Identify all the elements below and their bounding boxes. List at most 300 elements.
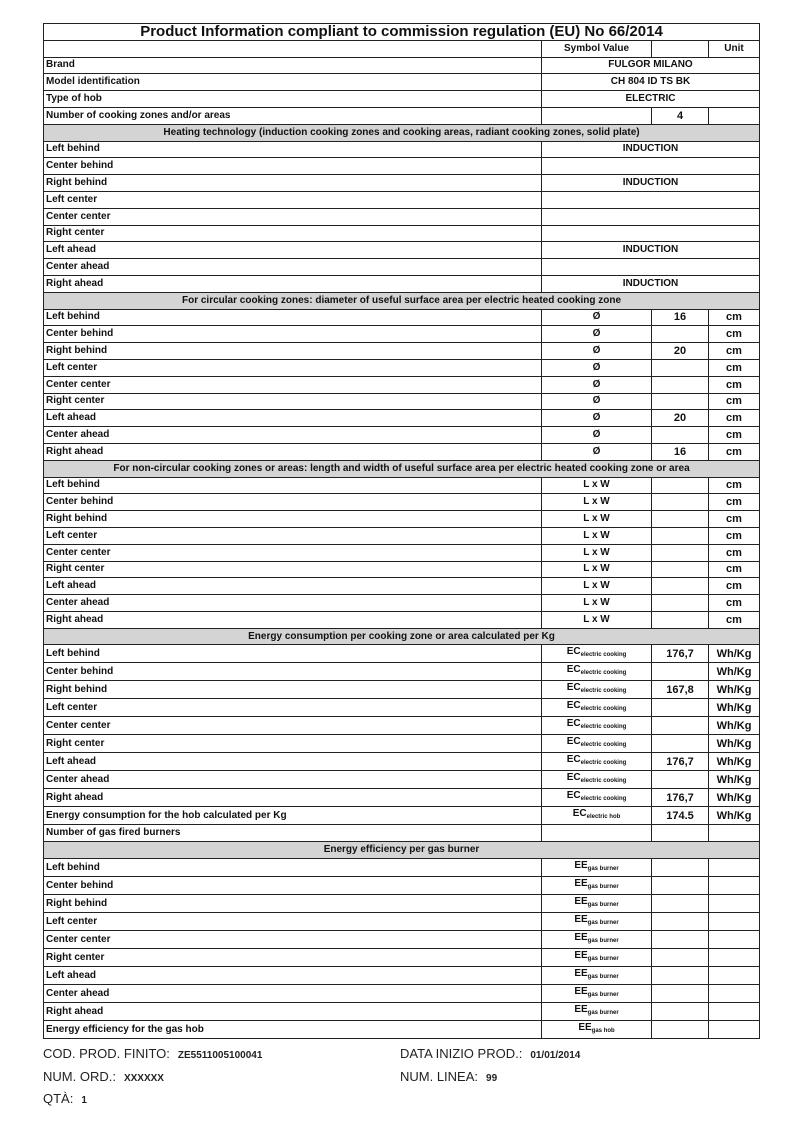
heating-row bbox=[44, 175, 760, 192]
gas-efficiency-value bbox=[652, 967, 709, 985]
zone-label: Center center bbox=[44, 717, 542, 735]
heating-row bbox=[44, 225, 760, 242]
energy-row bbox=[44, 717, 760, 735]
zone-label: Center ahead bbox=[44, 427, 542, 444]
symbol-subscript: gas burner bbox=[587, 920, 619, 927]
heating-technology-value bbox=[542, 225, 760, 242]
gas-unit bbox=[709, 1003, 760, 1021]
data-inizio-label: DATA INIZIO PROD.: bbox=[400, 1046, 523, 1061]
zone-label: Left center bbox=[44, 913, 542, 931]
length-width-symbol: L x W bbox=[542, 477, 652, 494]
zone-label: Left behind bbox=[44, 477, 542, 494]
unit-cm: cm bbox=[709, 309, 760, 326]
zone-label: Center behind bbox=[44, 877, 542, 895]
diameter-symbol: Ø bbox=[542, 309, 652, 326]
size-value bbox=[652, 494, 709, 511]
zone-label: Right ahead bbox=[44, 275, 542, 292]
gas-burners-row bbox=[44, 825, 760, 842]
zone-label: Center center bbox=[44, 208, 542, 225]
hob-type-row bbox=[44, 91, 760, 108]
unit-cm: cm bbox=[709, 544, 760, 561]
ec-symbol bbox=[542, 771, 652, 789]
gas-row bbox=[44, 931, 760, 949]
size-value bbox=[652, 393, 709, 410]
noncircular-row bbox=[44, 544, 760, 561]
length-width-symbol: L x W bbox=[542, 578, 652, 595]
cod-prod-finito bbox=[43, 1046, 262, 1061]
diameter-symbol: Ø bbox=[542, 343, 652, 360]
zone-label: Right ahead bbox=[44, 611, 542, 628]
zone-label: Center ahead bbox=[44, 595, 542, 612]
gas-row bbox=[44, 949, 760, 967]
energy-row bbox=[44, 699, 760, 717]
zones-count-unit bbox=[709, 107, 760, 124]
ee-symbol bbox=[542, 931, 652, 949]
symbol-subscript: electric cooking bbox=[580, 742, 627, 749]
ec-symbol bbox=[542, 717, 652, 735]
energy-hob-value: 174.5 bbox=[652, 807, 709, 825]
energy-row bbox=[44, 681, 760, 699]
gas-unit bbox=[709, 913, 760, 931]
circular-row bbox=[44, 359, 760, 376]
ec-hob-symbol bbox=[542, 807, 652, 825]
unit-cm: cm bbox=[709, 494, 760, 511]
zone-label: Right ahead bbox=[44, 1003, 542, 1021]
title-row bbox=[44, 24, 760, 41]
header-value-empty bbox=[652, 40, 709, 57]
zone-label: Right ahead bbox=[44, 443, 542, 460]
zone-label: Right behind bbox=[44, 343, 542, 360]
heating-row bbox=[44, 191, 760, 208]
gas-unit bbox=[709, 931, 760, 949]
symbol-subscript: gas hob bbox=[591, 1028, 615, 1035]
symbol-main: EC bbox=[566, 664, 581, 676]
diameter-symbol: Ø bbox=[542, 326, 652, 343]
size-value bbox=[652, 477, 709, 494]
ec-symbol bbox=[542, 735, 652, 753]
energy-value: 176,7 bbox=[652, 645, 709, 663]
diameter-symbol: Ø bbox=[542, 359, 652, 376]
unit-cm: cm bbox=[709, 410, 760, 427]
gas-efficiency-value bbox=[652, 877, 709, 895]
zone-label: Center center bbox=[44, 931, 542, 949]
num-ord-value: XXXXXX bbox=[123, 1073, 164, 1084]
symbol-main: EE bbox=[574, 932, 588, 944]
heating-row bbox=[44, 158, 760, 175]
symbol-subscript: gas burner bbox=[587, 902, 619, 909]
unit-cm: cm bbox=[709, 611, 760, 628]
zone-label: Left ahead bbox=[44, 967, 542, 985]
size-value bbox=[652, 359, 709, 376]
unit-whkg: Wh/Kg bbox=[709, 699, 760, 717]
symbol-main: EE bbox=[574, 968, 588, 980]
zone-label: Left behind bbox=[44, 141, 542, 158]
zone-label: Left center bbox=[44, 191, 542, 208]
zone-label: Left ahead bbox=[44, 242, 542, 259]
gas-row bbox=[44, 877, 760, 895]
length-width-symbol: L x W bbox=[542, 595, 652, 612]
zone-label: Center ahead bbox=[44, 985, 542, 1003]
symbol-main: EC bbox=[566, 772, 581, 784]
symbol-subscript: gas burner bbox=[587, 1010, 619, 1017]
unit-cm: cm bbox=[709, 443, 760, 460]
zone-label: Left center bbox=[44, 699, 542, 717]
gas-row bbox=[44, 985, 760, 1003]
zone-label: Right center bbox=[44, 735, 542, 753]
energy-row bbox=[44, 645, 760, 663]
brand-value: FULGOR MILANO bbox=[542, 57, 760, 74]
heating-section-header bbox=[44, 124, 760, 141]
heating-technology-value bbox=[542, 208, 760, 225]
zone-label: Right behind bbox=[44, 895, 542, 913]
unit-cm: cm bbox=[709, 578, 760, 595]
zone-label: Right center bbox=[44, 561, 542, 578]
energy-value bbox=[652, 717, 709, 735]
heating-row bbox=[44, 275, 760, 292]
gas-hob-row bbox=[44, 1021, 760, 1039]
length-width-symbol: L x W bbox=[542, 494, 652, 511]
ec-symbol bbox=[542, 753, 652, 771]
circular-section-title: For circular cooking zones: diameter of useful surface area per electric heated cooking zone bbox=[44, 292, 760, 309]
zone-label: Left center bbox=[44, 527, 542, 544]
noncircular-row bbox=[44, 511, 760, 528]
symbol-subscript: gas burner bbox=[587, 992, 619, 999]
unit-cm: cm bbox=[709, 326, 760, 343]
unit-cm: cm bbox=[709, 595, 760, 612]
zone-label: Center behind bbox=[44, 494, 542, 511]
num-ord-label: NUM. ORD.: bbox=[43, 1069, 116, 1084]
gas-row bbox=[44, 913, 760, 931]
gas-unit bbox=[709, 859, 760, 877]
size-value bbox=[652, 511, 709, 528]
size-value bbox=[652, 595, 709, 612]
data-inizio-value: 01/01/2014 bbox=[530, 1050, 581, 1061]
zone-label: Right center bbox=[44, 393, 542, 410]
heating-technology-value bbox=[542, 191, 760, 208]
symbol-main: EC bbox=[566, 700, 581, 712]
length-width-symbol: L x W bbox=[542, 611, 652, 628]
noncircular-row bbox=[44, 527, 760, 544]
energy-hob-label: Energy consumption for the hob calculated per Kg bbox=[44, 807, 542, 825]
heating-technology-value bbox=[542, 158, 760, 175]
brand-row bbox=[44, 57, 760, 74]
size-value bbox=[652, 427, 709, 444]
unit-cm: cm bbox=[709, 359, 760, 376]
zone-label: Center behind bbox=[44, 158, 542, 175]
energy-section-title: Energy consumption per cooking zone or area calculated per Kg bbox=[44, 628, 760, 645]
unit-whkg: Wh/Kg bbox=[709, 735, 760, 753]
zone-label: Center center bbox=[44, 376, 542, 393]
symbol-subscript: electric hob bbox=[586, 814, 621, 821]
unit-cm: cm bbox=[709, 511, 760, 528]
symbol-main: EC bbox=[572, 808, 587, 820]
energy-value: 176,7 bbox=[652, 753, 709, 771]
cod-prod-value: ZE5511005100041 bbox=[177, 1050, 263, 1061]
heating-technology-value: INDUCTION bbox=[542, 175, 760, 192]
size-value bbox=[652, 544, 709, 561]
gas-efficiency-value bbox=[652, 913, 709, 931]
unit-whkg: Wh/Kg bbox=[709, 753, 760, 771]
ee-symbol bbox=[542, 859, 652, 877]
circular-section-header bbox=[44, 292, 760, 309]
noncircular-row bbox=[44, 578, 760, 595]
zone-label: Right center bbox=[44, 225, 542, 242]
zone-label: Left behind bbox=[44, 309, 542, 326]
zone-label: Center ahead bbox=[44, 771, 542, 789]
zone-label: Right center bbox=[44, 949, 542, 967]
zones-count-row bbox=[44, 107, 760, 124]
qta-value: 1 bbox=[81, 1095, 87, 1106]
zone-label: Left ahead bbox=[44, 753, 542, 771]
symbol-main: EE bbox=[574, 950, 588, 962]
size-value bbox=[652, 561, 709, 578]
noncircular-row bbox=[44, 561, 760, 578]
brand-label: Brand bbox=[44, 57, 542, 74]
gas-efficiency-value bbox=[652, 895, 709, 913]
heating-row bbox=[44, 259, 760, 276]
size-value bbox=[652, 527, 709, 544]
qta-label: QTÀ: bbox=[43, 1091, 74, 1106]
circular-row bbox=[44, 326, 760, 343]
ee-symbol bbox=[542, 967, 652, 985]
zone-label: Left center bbox=[44, 359, 542, 376]
symbol-subscript: electric cooking bbox=[580, 670, 627, 677]
ec-symbol bbox=[542, 681, 652, 699]
symbol-subscript: electric cooking bbox=[580, 706, 627, 713]
energy-row bbox=[44, 735, 760, 753]
energy-section-header bbox=[44, 628, 760, 645]
noncircular-row bbox=[44, 494, 760, 511]
symbol-main: EE bbox=[574, 860, 588, 872]
symbol-subscript: gas burner bbox=[587, 956, 619, 963]
noncircular-section-title: For non-circular cooking zones or areas: length and width of useful surface area per electric heated cooking zone or area bbox=[44, 460, 760, 477]
energy-value bbox=[652, 699, 709, 717]
noncircular-row bbox=[44, 595, 760, 612]
symbol-subscript: electric cooking bbox=[580, 688, 627, 695]
length-width-symbol: L x W bbox=[542, 511, 652, 528]
symbol-main: EC bbox=[566, 754, 581, 766]
circular-row bbox=[44, 376, 760, 393]
unit-cm: cm bbox=[709, 343, 760, 360]
circular-row bbox=[44, 343, 760, 360]
gas-burners-unit bbox=[709, 825, 760, 842]
heating-row bbox=[44, 242, 760, 259]
energy-value: 167,8 bbox=[652, 681, 709, 699]
symbol-subscript: electric cooking bbox=[580, 724, 627, 731]
symbol-subscript: gas burner bbox=[587, 866, 619, 873]
circular-row bbox=[44, 410, 760, 427]
symbol-subscript: electric cooking bbox=[580, 652, 627, 659]
unit-cm: cm bbox=[709, 376, 760, 393]
size-value: 20 bbox=[652, 410, 709, 427]
document-title: Product Information compliant to commission regulation (EU) No 66/2014 bbox=[44, 24, 760, 41]
symbol-main: EE bbox=[574, 1004, 588, 1016]
unit-cm: cm bbox=[709, 527, 760, 544]
symbol-main: EC bbox=[566, 718, 581, 730]
zone-label: Left behind bbox=[44, 859, 542, 877]
noncircular-row bbox=[44, 477, 760, 494]
noncircular-row bbox=[44, 611, 760, 628]
unit-whkg: Wh/Kg bbox=[709, 807, 760, 825]
symbol-main: EE bbox=[578, 1022, 592, 1034]
num-linea bbox=[400, 1069, 497, 1084]
symbol-subscript: electric cooking bbox=[580, 760, 627, 767]
zone-label: Center behind bbox=[44, 663, 542, 681]
unit-cm: cm bbox=[709, 561, 760, 578]
gas-row bbox=[44, 967, 760, 985]
diameter-symbol: Ø bbox=[542, 393, 652, 410]
unit-cm: cm bbox=[709, 427, 760, 444]
gas-burners-value bbox=[652, 825, 709, 842]
symbol-main: EC bbox=[566, 646, 581, 658]
ec-symbol bbox=[542, 663, 652, 681]
hob-type-value: ELECTRIC bbox=[542, 91, 760, 108]
zones-count-symbol bbox=[542, 107, 652, 124]
unit-cm: cm bbox=[709, 393, 760, 410]
symbol-subscript: electric cooking bbox=[580, 778, 627, 785]
num-linea-value: 99 bbox=[486, 1073, 498, 1084]
symbol-subscript: gas burner bbox=[587, 974, 619, 981]
heating-technology-value: INDUCTION bbox=[542, 275, 760, 292]
ee-symbol bbox=[542, 985, 652, 1003]
unit-whkg: Wh/Kg bbox=[709, 645, 760, 663]
data-inizio-prod bbox=[400, 1046, 580, 1061]
zone-label: Center behind bbox=[44, 326, 542, 343]
gas-section-header bbox=[44, 842, 760, 859]
unit-whkg: Wh/Kg bbox=[709, 663, 760, 681]
unit-whkg: Wh/Kg bbox=[709, 771, 760, 789]
energy-value bbox=[652, 735, 709, 753]
size-value bbox=[652, 578, 709, 595]
circular-row bbox=[44, 309, 760, 326]
energy-hob-row bbox=[44, 807, 760, 825]
gas-unit bbox=[709, 895, 760, 913]
gas-efficiency-value bbox=[652, 985, 709, 1003]
heating-technology-value bbox=[542, 259, 760, 276]
qta bbox=[43, 1091, 87, 1106]
zone-label: Center ahead bbox=[44, 259, 542, 276]
diameter-symbol: Ø bbox=[542, 427, 652, 444]
energy-value: 176,7 bbox=[652, 789, 709, 807]
header-empty bbox=[44, 40, 542, 57]
zones-count-label: Number of cooking zones and/or areas bbox=[44, 107, 542, 124]
gas-hob-label: Energy efficiency for the gas hob bbox=[44, 1021, 542, 1039]
symbol-subscript: gas burner bbox=[587, 884, 619, 891]
gas-efficiency-value bbox=[652, 859, 709, 877]
size-value: 20 bbox=[652, 343, 709, 360]
gas-section-title: Energy efficiency per gas burner bbox=[44, 842, 760, 859]
gas-unit bbox=[709, 967, 760, 985]
gas-unit bbox=[709, 949, 760, 967]
num-ord bbox=[43, 1069, 164, 1084]
symbol-main: EE bbox=[574, 878, 588, 890]
ee-hob-symbol bbox=[542, 1021, 652, 1039]
diameter-symbol: Ø bbox=[542, 376, 652, 393]
symbol-main: EE bbox=[574, 914, 588, 926]
header-unit: Unit bbox=[709, 40, 760, 57]
unit-whkg: Wh/Kg bbox=[709, 789, 760, 807]
num-linea-label: NUM. LINEA: bbox=[400, 1069, 479, 1084]
gas-row bbox=[44, 859, 760, 877]
zone-label: Left ahead bbox=[44, 578, 542, 595]
circular-row bbox=[44, 443, 760, 460]
symbol-main: EE bbox=[574, 986, 588, 998]
gas-unit bbox=[709, 985, 760, 1003]
length-width-symbol: L x W bbox=[542, 544, 652, 561]
ec-symbol bbox=[542, 699, 652, 717]
gas-efficiency-value bbox=[652, 949, 709, 967]
ec-symbol bbox=[542, 789, 652, 807]
header-symbol-value: Symbol Value bbox=[542, 40, 652, 57]
gas-hob-unit bbox=[709, 1021, 760, 1039]
model-row bbox=[44, 74, 760, 91]
symbol-main: EC bbox=[566, 790, 581, 802]
energy-row bbox=[44, 789, 760, 807]
zone-label: Center center bbox=[44, 544, 542, 561]
size-value bbox=[652, 376, 709, 393]
size-value bbox=[652, 611, 709, 628]
ee-symbol bbox=[542, 1003, 652, 1021]
ee-symbol bbox=[542, 913, 652, 931]
length-width-symbol: L x W bbox=[542, 527, 652, 544]
ec-symbol bbox=[542, 645, 652, 663]
gas-efficiency-value bbox=[652, 931, 709, 949]
diameter-symbol: Ø bbox=[542, 410, 652, 427]
gas-burners-symbol bbox=[542, 825, 652, 842]
zone-label: Right behind bbox=[44, 681, 542, 699]
size-value: 16 bbox=[652, 443, 709, 460]
circular-row bbox=[44, 427, 760, 444]
zone-label: Left ahead bbox=[44, 410, 542, 427]
zone-label: Right behind bbox=[44, 175, 542, 192]
gas-efficiency-value bbox=[652, 1003, 709, 1021]
noncircular-section-header bbox=[44, 460, 760, 477]
unit-cm: cm bbox=[709, 477, 760, 494]
length-width-symbol: L x W bbox=[542, 561, 652, 578]
gas-row bbox=[44, 1003, 760, 1021]
symbol-subscript: electric cooking bbox=[580, 796, 627, 803]
ee-symbol bbox=[542, 949, 652, 967]
symbol-main: EC bbox=[566, 682, 581, 694]
heating-section-title: Heating technology (induction cooking zones and cooking areas, radiant cooking zones, solid plate) bbox=[44, 124, 760, 141]
energy-value bbox=[652, 663, 709, 681]
ee-symbol bbox=[542, 877, 652, 895]
circular-row bbox=[44, 393, 760, 410]
heating-row bbox=[44, 141, 760, 158]
heating-row bbox=[44, 208, 760, 225]
cod-prod-label: COD. PROD. FINITO: bbox=[43, 1046, 170, 1061]
gas-burners-label: Number of gas fired burners bbox=[44, 825, 542, 842]
zones-count-value: 4 bbox=[652, 107, 709, 124]
zone-label: Right ahead bbox=[44, 789, 542, 807]
zone-label: Left behind bbox=[44, 645, 542, 663]
symbol-main: EC bbox=[566, 736, 581, 748]
energy-value bbox=[652, 771, 709, 789]
heating-technology-value: INDUCTION bbox=[542, 141, 760, 158]
gas-unit bbox=[709, 877, 760, 895]
symbol-subscript: gas burner bbox=[587, 938, 619, 945]
heating-technology-value: INDUCTION bbox=[542, 242, 760, 259]
gas-hob-value bbox=[652, 1021, 709, 1039]
product-information-table bbox=[43, 23, 760, 1039]
unit-whkg: Wh/Kg bbox=[709, 717, 760, 735]
energy-row bbox=[44, 753, 760, 771]
symbol-main: EE bbox=[574, 896, 588, 908]
energy-row bbox=[44, 663, 760, 681]
ee-symbol bbox=[542, 895, 652, 913]
unit-whkg: Wh/Kg bbox=[709, 681, 760, 699]
model-value: CH 804 ID TS BK bbox=[542, 74, 760, 91]
